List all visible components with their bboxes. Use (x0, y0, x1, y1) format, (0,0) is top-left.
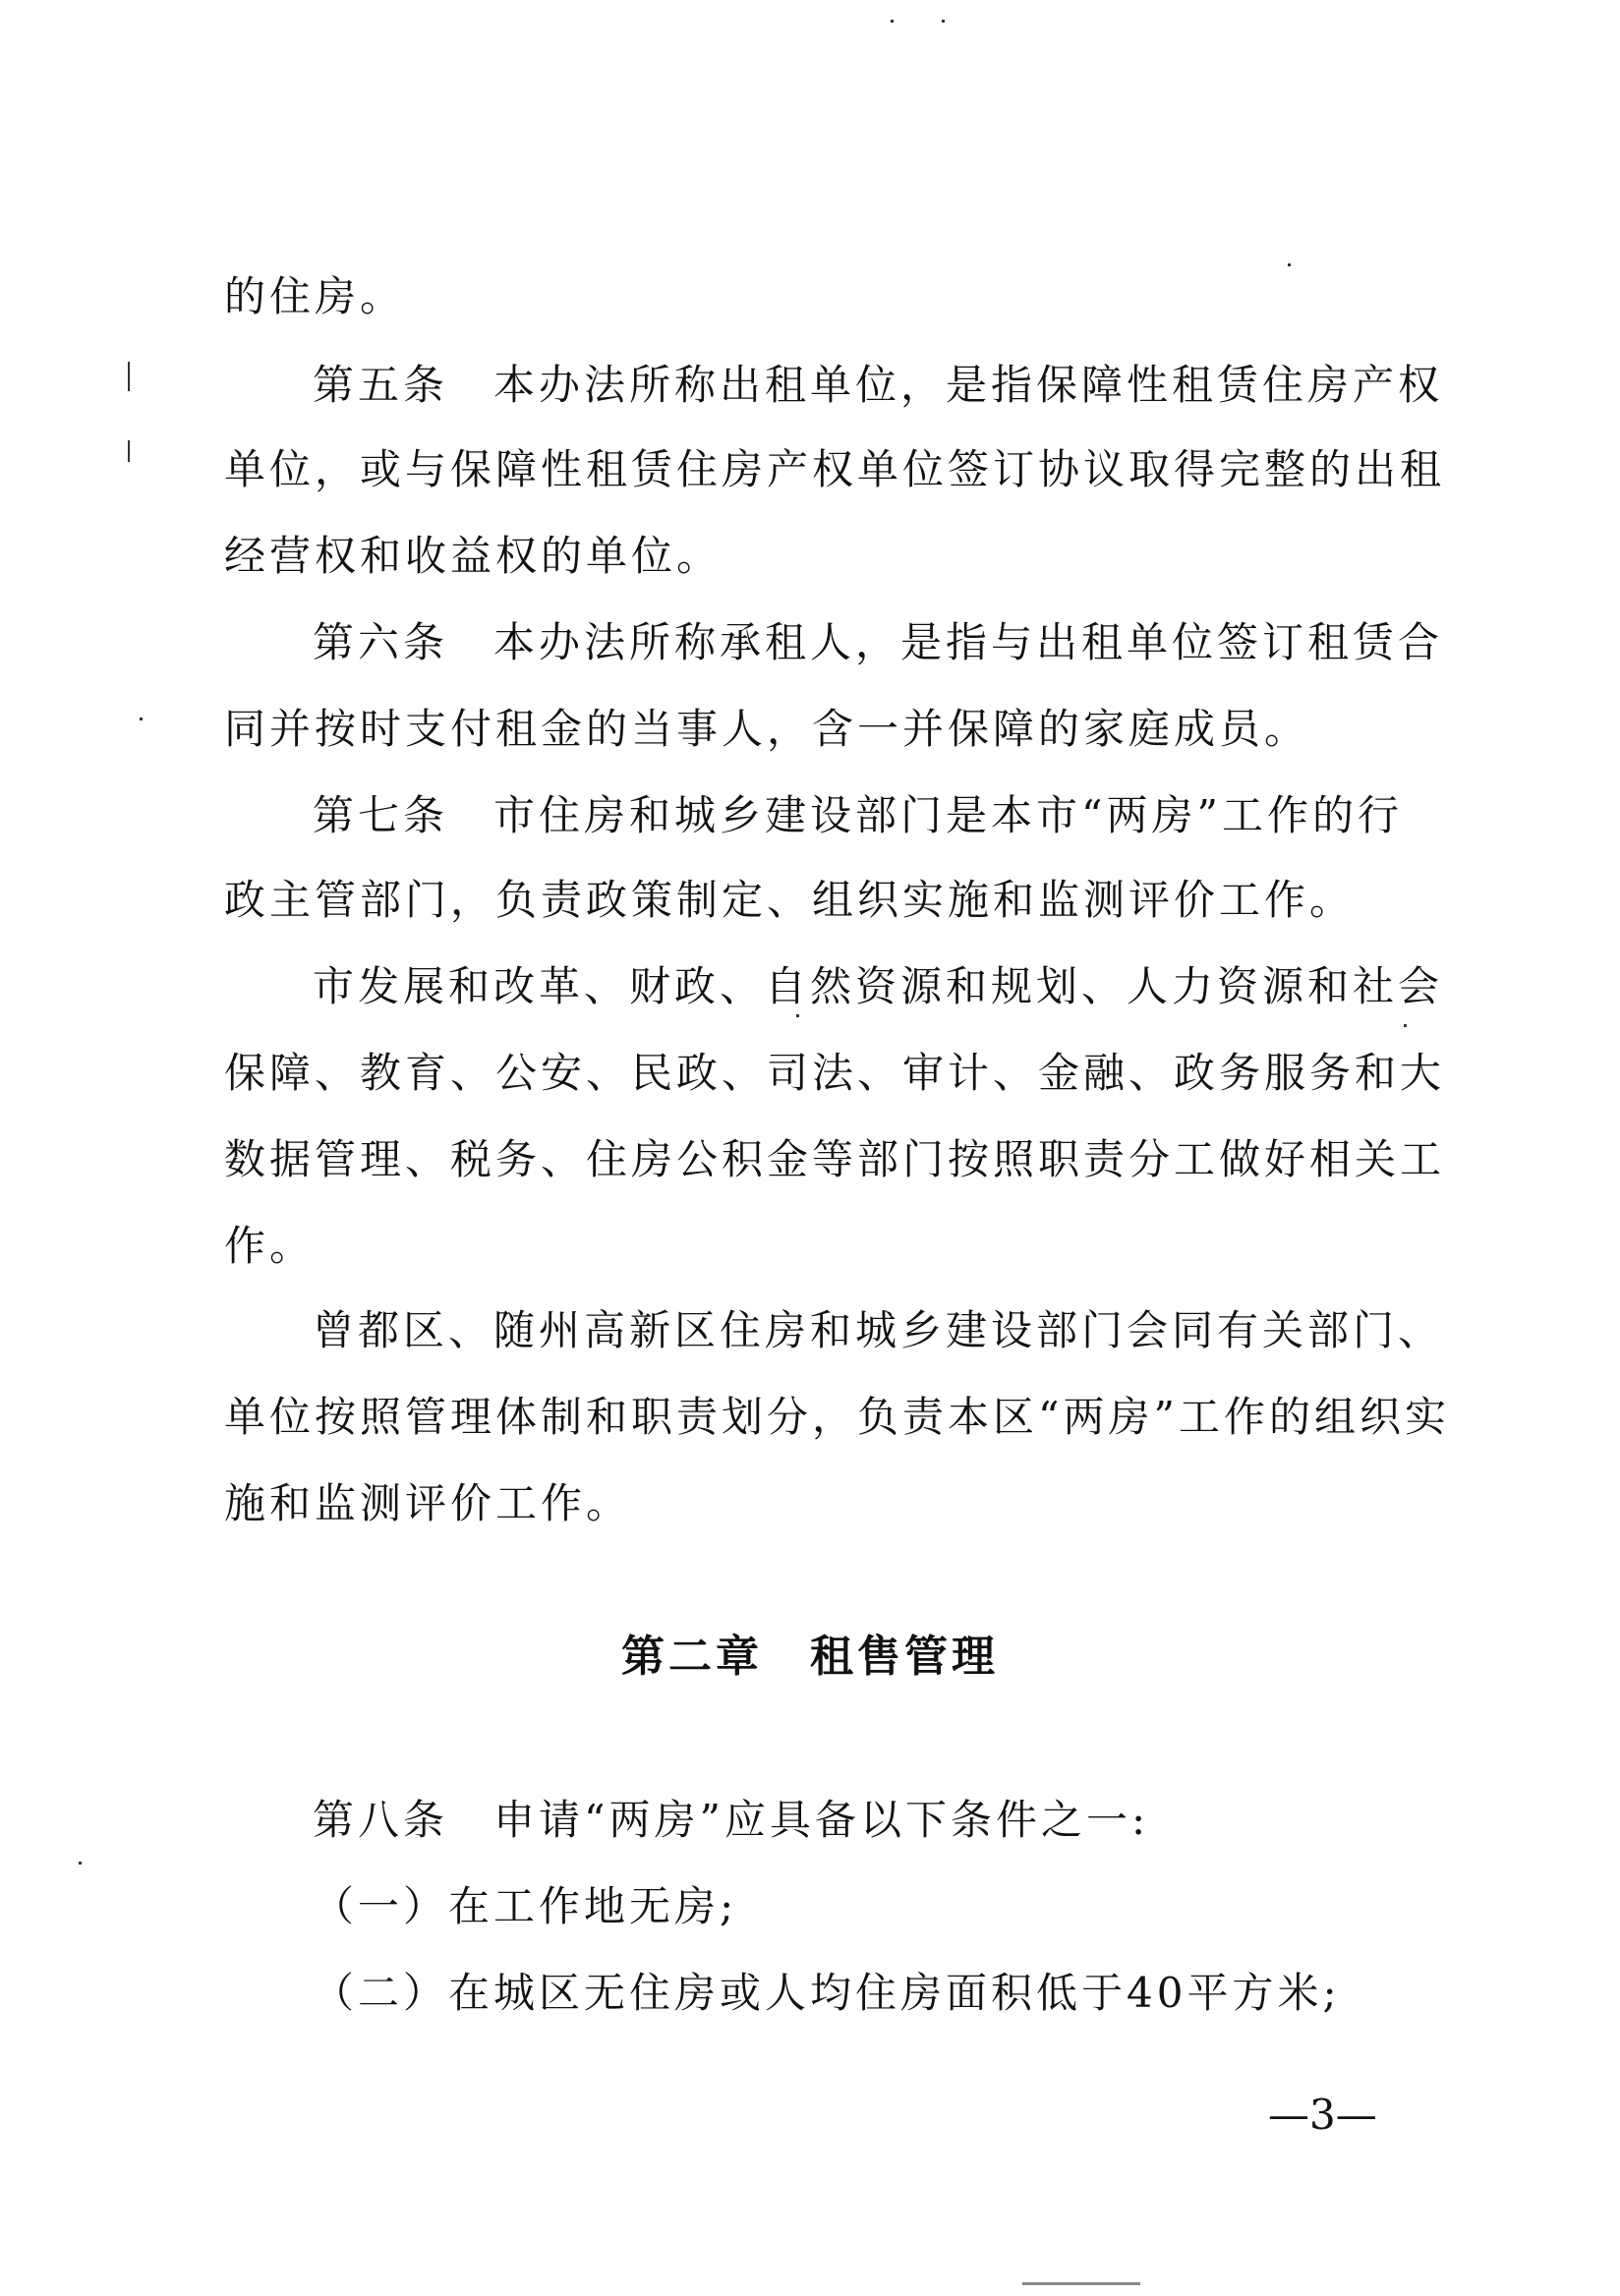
scan-mark (128, 440, 130, 462)
chapter-heading: 第二章 租售管理 (621, 1632, 999, 1682)
text-line: 的住房。 (224, 272, 406, 320)
scan-mark (942, 20, 945, 23)
scan-mark (79, 1862, 82, 1865)
scan-mark (796, 1014, 799, 1017)
list-item: （一）在工作地无房; (313, 1882, 738, 1930)
list-item: （二）在城区无住房或人均住房面积低于40平方米; (313, 1969, 1341, 2017)
scan-mark (1404, 1024, 1407, 1027)
scan-mark (140, 718, 143, 720)
text-line: 保障、教育、公安、民政、司法、审计、金融、政务服务和大 (224, 1049, 1446, 1097)
text-line: 施和监测评价工作。 (224, 1479, 632, 1527)
article-5-line: 第五条 本办法所称出租单位，是指保障性租赁住房产权 (313, 361, 1444, 409)
text-line: 单位按照管理体制和职责划分，负责本区“两房”工作的组织实 (224, 1393, 1450, 1441)
paragraph-line: 曾都区、随州高新区住房和城乡建设部门会同有关部门、 (313, 1306, 1444, 1354)
text-line: 同并按时支付租金的当事人，含一并保障的家庭成员。 (224, 705, 1310, 753)
paragraph-line: 市发展和改革、财政、自然资源和规划、人力资源和社会 (313, 962, 1444, 1010)
page-number: —3— (1268, 2091, 1377, 2139)
text-line: 经营权和收益权的单位。 (224, 532, 723, 580)
article-8-line: 第八条 申请“两房”应具备以下条件之一: (313, 1796, 1150, 1844)
text-line: 单位，或与保障性租赁住房产权单位签订协议取得完整的出租 (224, 445, 1446, 493)
scan-mark (1288, 263, 1291, 266)
scan-mark (128, 362, 130, 391)
text-line: 作。 (224, 1222, 316, 1270)
article-6-line: 第六条 本办法所称承租人，是指与出租单位签订租赁合 (313, 618, 1444, 666)
text-line: 政主管部门，负责政策制定、组织实施和监测评价工作。 (224, 876, 1356, 924)
article-7-line: 第七条 市住房和城乡建设部门是本市“两房”工作的行 (313, 791, 1403, 839)
text-line: 数据管理、税务、住房公积金等部门按照职责分工做好相关工 (224, 1135, 1446, 1183)
scan-mark (891, 20, 894, 23)
scan-mark (1022, 2282, 1140, 2285)
